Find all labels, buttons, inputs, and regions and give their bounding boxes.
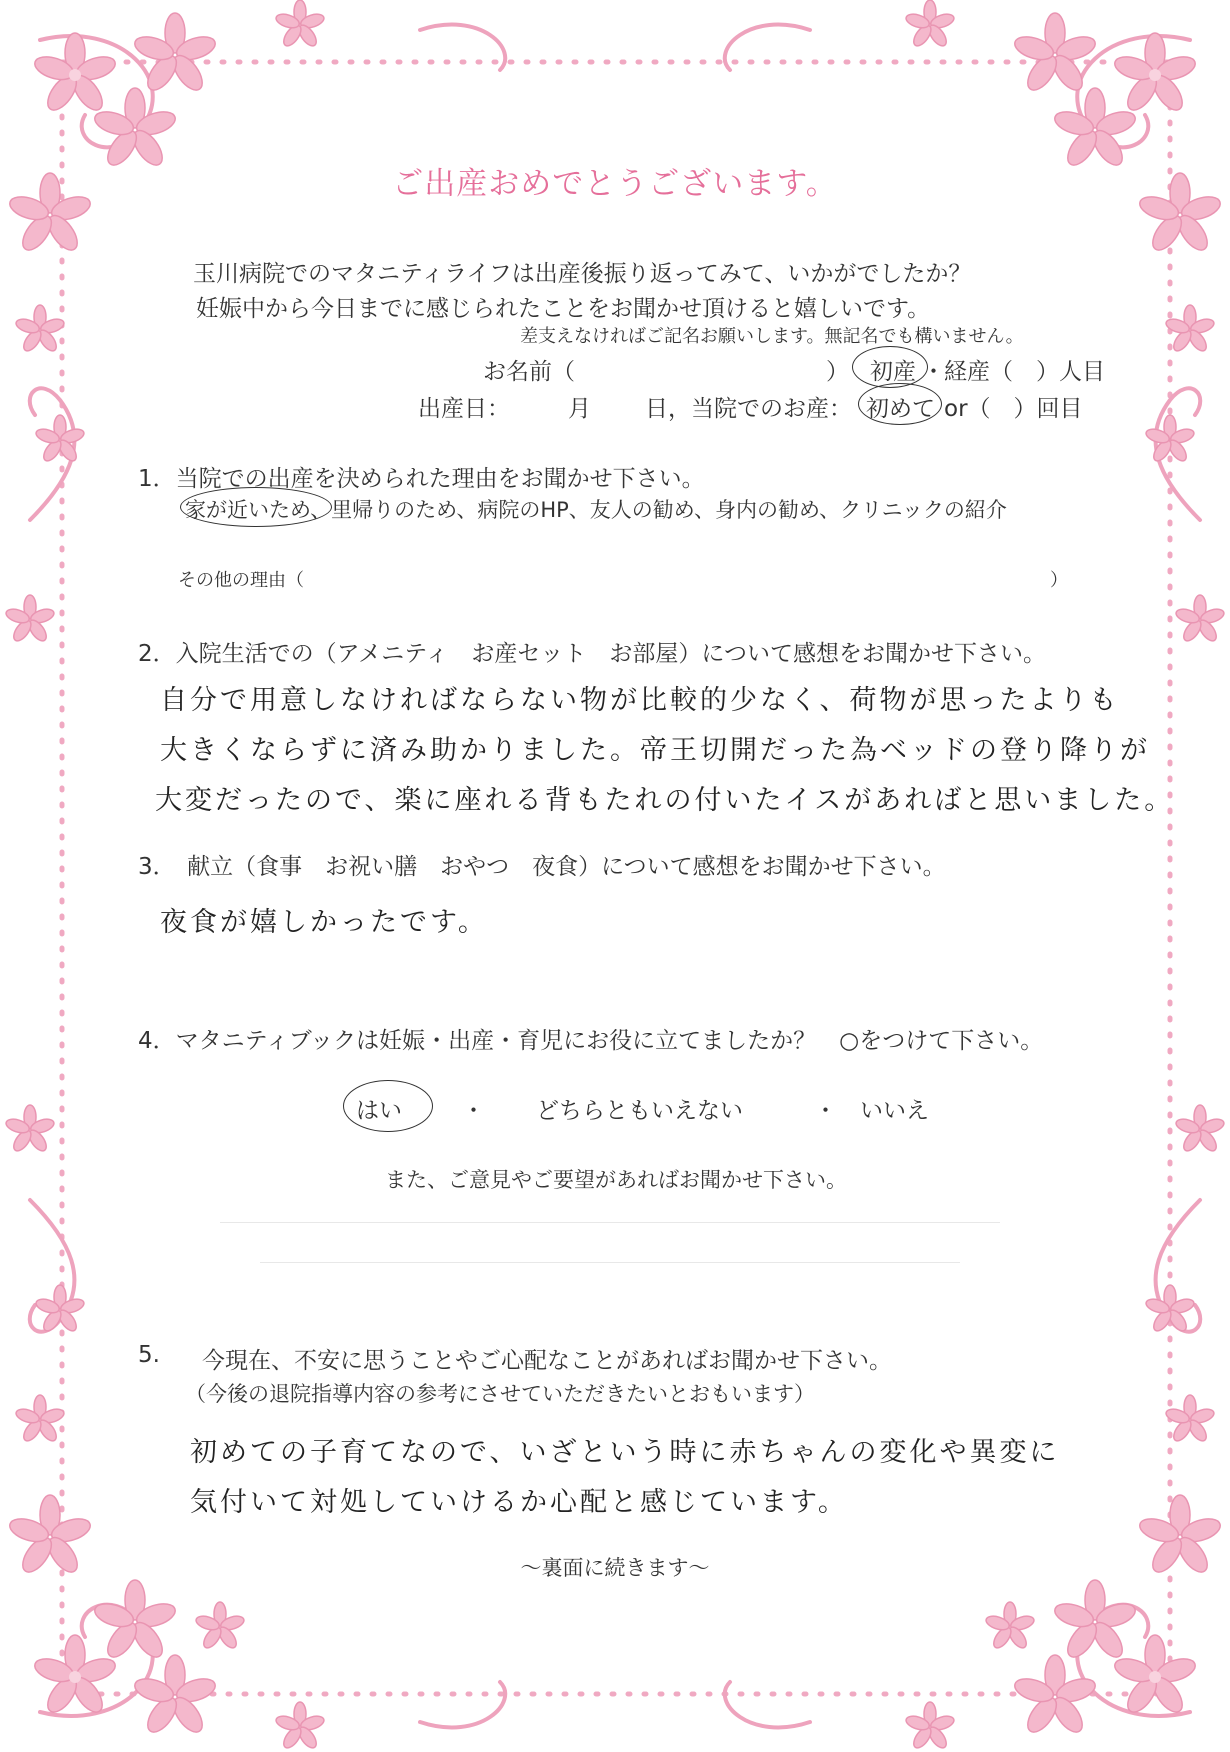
question-1: 1．当院での出産を決められた理由をお聞かせ下さい。 xyxy=(138,466,705,492)
choice-yes-circle xyxy=(343,1080,433,1132)
parity-separator: ・ xyxy=(922,359,945,385)
other-reason-label: その他の理由（ xyxy=(178,570,304,591)
experienced-birth-option[interactable]: 経産（ ）人目 xyxy=(944,359,1105,385)
first-birth-circle xyxy=(852,346,928,388)
reason-selected: 家が近いため xyxy=(185,498,311,522)
faint-line xyxy=(260,1262,960,1263)
birthdate-month: 月 xyxy=(568,396,591,422)
q3-answer-line-1: 夜食が嬉しかったです。 xyxy=(160,907,488,938)
birthdate-day: 日，当院でのお産： xyxy=(645,396,852,422)
first-time-option[interactable]: 初めて xyxy=(866,396,935,422)
question-4: 4．マタニティブックは妊娠・出産・育児にお役に立てましたか？ ○をつけて下さい。 xyxy=(138,1028,1044,1054)
continued-on-back: ～裏面に続きます～ xyxy=(520,1556,710,1580)
question-5: 今現在、不安に思うことやご心配なことがあればお聞かせ下さい。 xyxy=(202,1348,892,1374)
faint-line xyxy=(220,1222,1000,1223)
reason-rest: 、里帰りのため、病院のHP、友人の勧め、身内の勧め、クリニックの紹介 xyxy=(310,498,1007,522)
choice-separator-2: ・ xyxy=(814,1098,837,1124)
name-label: お名前（ xyxy=(483,359,575,385)
question-5-number: 5. xyxy=(138,1342,160,1368)
intro-line-1: 玉川病院でのマタニティライフは出産後振り返ってみて、いかがでしたか？ xyxy=(193,261,972,287)
first-time-circle xyxy=(858,383,942,425)
q5-answer-line-1: 初めての子育てなので、いざという時に赤ちゃんの変化や異変に xyxy=(190,1437,1060,1468)
q2-answer-line-3: 大変だったので、楽に座れる背もたれの付いたイスがあればと思いました。 xyxy=(155,785,1175,816)
name-close: ） xyxy=(826,359,849,385)
question-2: 2．入院生活での（アメニティ お産セット お部屋）について感想をお聞かせ下さい。 xyxy=(138,641,1046,667)
choice-no[interactable]: いいえ xyxy=(860,1098,929,1124)
page-title: ご出産おめでとうございます。 xyxy=(392,166,838,202)
q2-answer-line-2: 大きくならずに済み助かりました。帝王切開だった為ベッドの登り降りが xyxy=(160,735,1150,766)
question-5-subtext: （今後の退院指導内容の参考にさせていただきたいとおもいます） xyxy=(185,1382,815,1406)
q2-answer-line-1: 自分で用意しなければならない物が比較的少なく、荷物が思ったよりも xyxy=(160,685,1120,716)
intro-line-2: 妊娠中から今日までに感じられたことをお聞かせ頂けると嬉しいです。 xyxy=(196,296,931,322)
q4-followup: また、ご意見やご要望があればお聞かせ下さい。 xyxy=(385,1168,847,1192)
choice-yes[interactable]: はい xyxy=(356,1098,402,1124)
question-3: 3． 献立（食事 お祝い膳 おやつ 夜食）について感想をお聞かせ下さい。 xyxy=(138,854,946,880)
choice-neutral[interactable]: どちらともいえない xyxy=(536,1098,743,1124)
first-birth-option[interactable]: 初産 xyxy=(870,359,916,385)
intro-note: 差支えなければご記名お願いします。無記名でも構いません。 xyxy=(520,326,1024,347)
times-option: or（ ）回目 xyxy=(944,396,1083,422)
other-reason-close: ） xyxy=(1050,570,1068,591)
choice-separator-1: ・ xyxy=(462,1098,485,1124)
q5-answer-line-2: 気付いて対処していけるか心配と感じています。 xyxy=(190,1487,848,1518)
reason-selected-circle xyxy=(180,487,332,527)
birthdate-label: 出産日： xyxy=(418,396,510,422)
